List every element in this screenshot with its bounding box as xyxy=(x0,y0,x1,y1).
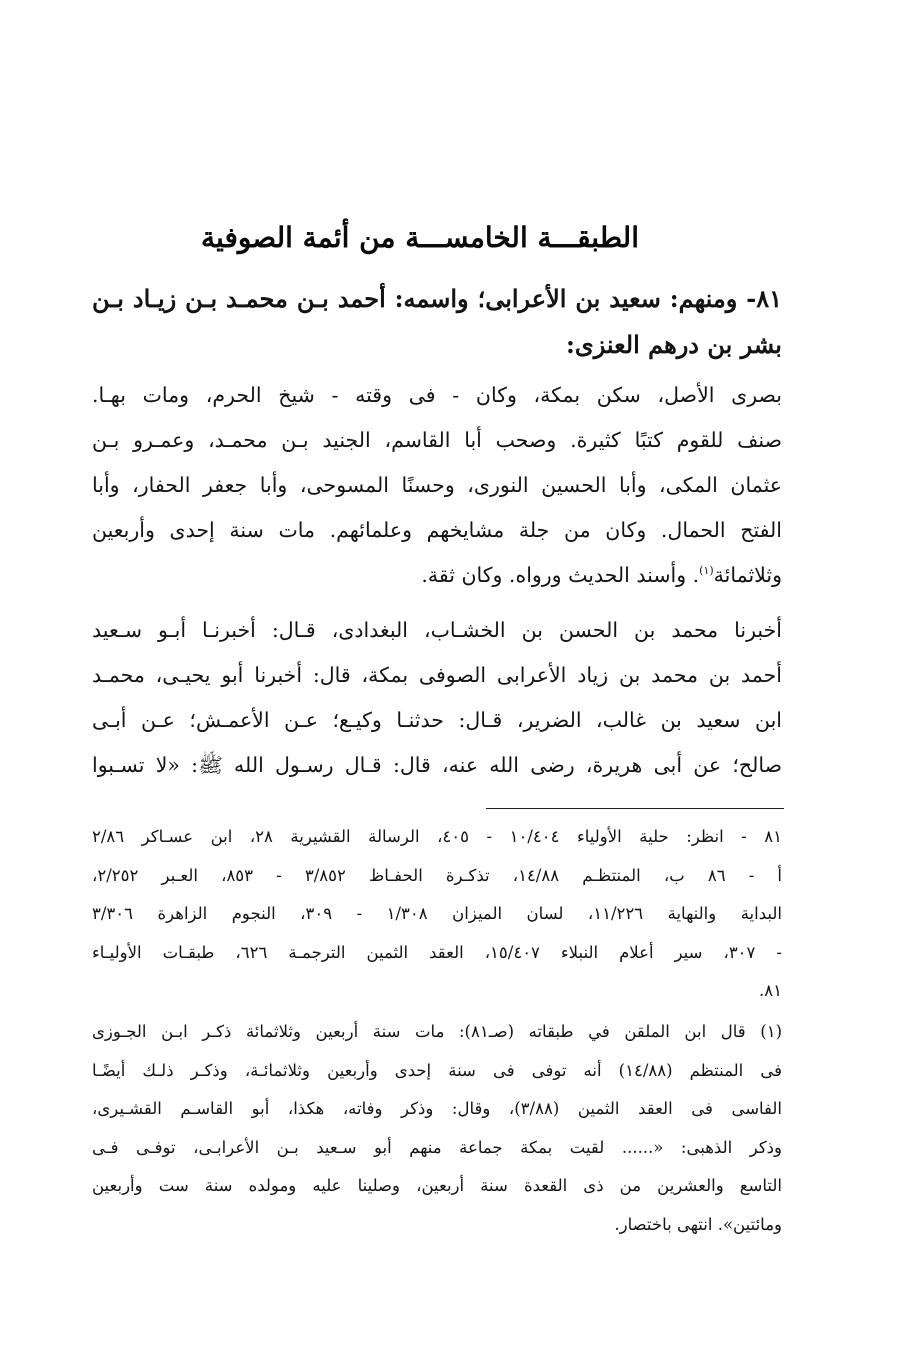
footnote-sources xyxy=(92,818,782,1011)
entry-heading xyxy=(92,276,782,368)
footnote-line: ٨١. xyxy=(759,981,782,1000)
biography-line xyxy=(92,553,782,598)
biography-line: بصرى الأصل، سكن بمكة، وكان - فى وقته - شيخ الحرم، ومات بهـا. xyxy=(92,383,782,407)
footnote-one xyxy=(92,1013,782,1244)
footnote-line: الفاسى فى العقد الثمين (٣/٨٨)، وقال: وذكر وفاته، هكذا، أبو القاسـم القشـيرى، xyxy=(92,1099,782,1118)
entry-heading-line: ٨١- ومنهم: سعيد بن الأعرابى؛ واسمه: أحمد بـن محمـد بـن زيـاد بـن xyxy=(92,284,782,313)
hadith-chain-line: أخبرنا محمد بن الحسن بن الخشـاب، البغدادى، قـال: أخبرنـا أبـو سـعيد xyxy=(92,618,782,642)
biography-line: عثمان المكى، وأبا الحسين النورى، وحسنًا المسوحى، وأبا جعفر الحفار، وأبا xyxy=(92,473,782,497)
footnote-line: أ - ٨٦ ب، المنتظـم ١٤/٨٨، تذكـرة الحفـاظ ٣/٨٥٢ - ٨٥٣، العـبر ٢/٢٥٢، xyxy=(92,865,782,885)
footnote-separator xyxy=(486,808,784,809)
footnote-line: وذكر الذهبى: «...... لقيت بمكة جماعة منهم أبو سـعيد بـن الأعرابـى، توفـى فـى xyxy=(92,1137,782,1157)
hadith-chain-paragraph xyxy=(92,608,782,788)
biography-line: صنف للقوم كتبًا كثيرة. وصحب أبا القاسم، الجنيد بـن محمـد، وعمـرو بـن xyxy=(92,428,782,452)
footnote-line: التاسع والعشرين من ذى القعدة سنة أربعين، وصلينا عليه ومولده سنة ست وأربعين xyxy=(92,1176,782,1195)
footnote-line: البداية والنهاية ١١/٢٢٦، لسان الميزان ١/٣٠٨ - ٣٠٩، النجوم الزاهرة ٣/٣٠٦ xyxy=(92,904,782,923)
footnote-line: ٨١ - انظر: حلية الأولياء ١٠/٤٠٤ - ٤٠٥، الرسالة القشيرية ٢٨، ابن عسـاكر ٢/٨٦ xyxy=(92,827,782,846)
hadith-chain-line: صالح؛ عن أبى هريرة، رضى الله عنه، قال: قـال رسـول الله ﷺ: «لا تسـبوا xyxy=(92,753,782,777)
biography-last-text: . وأسند الحديث ورواه. وكان ثقة. xyxy=(421,563,700,587)
hadith-chain-line: ابن سعيد بن غالب، الضرير، قـال: حدثنـا وكيـع؛ عـن الأعمـش؛ عـن أبـى xyxy=(92,708,782,732)
biography-line: الفتح الحمال. وكان من جلة مشايخهم وعلمائهم. مات سنة إحدى وأربعين xyxy=(92,518,782,542)
biography-last-text: وثلاثمائة xyxy=(713,563,782,587)
footnote-marker[interactable]: (١) xyxy=(699,564,714,578)
footnote-line: ومائتين». انتهى باختصار. xyxy=(614,1214,782,1234)
footnote-line: فى المنتظم (١٤/٨٨) أنه توفى فى سنة إحدى وأربعين وثلاثمائـة، وذكـر ذلـك أيضًـا xyxy=(92,1060,782,1080)
chapter-title: الطبقـــة الخامســـة من أئمة الصوفية xyxy=(200,221,639,254)
footnote-line: - ٣٠٧، سير أعلام النبلاء ١٥/٤٠٧، العقد الثمين الترجمـة ٦٢٦، طبقـات الأوليـاء xyxy=(92,942,782,962)
entry-heading-line: بشر بن درهم العنزى: xyxy=(566,330,782,359)
biography-paragraph xyxy=(92,373,782,598)
footnote-line: (١) قال ابن الملقن في طبقاته (صـ٨١): مات سنة أربعين وثلاثمائة ذكـر ابـن الجـوزى xyxy=(92,1022,782,1041)
hadith-chain-line: أحمد بن محمد بن زياد الأعرابى الصوفى بمكة، قال: أخبرنا أبو يحيـى، محمـد xyxy=(92,663,782,687)
